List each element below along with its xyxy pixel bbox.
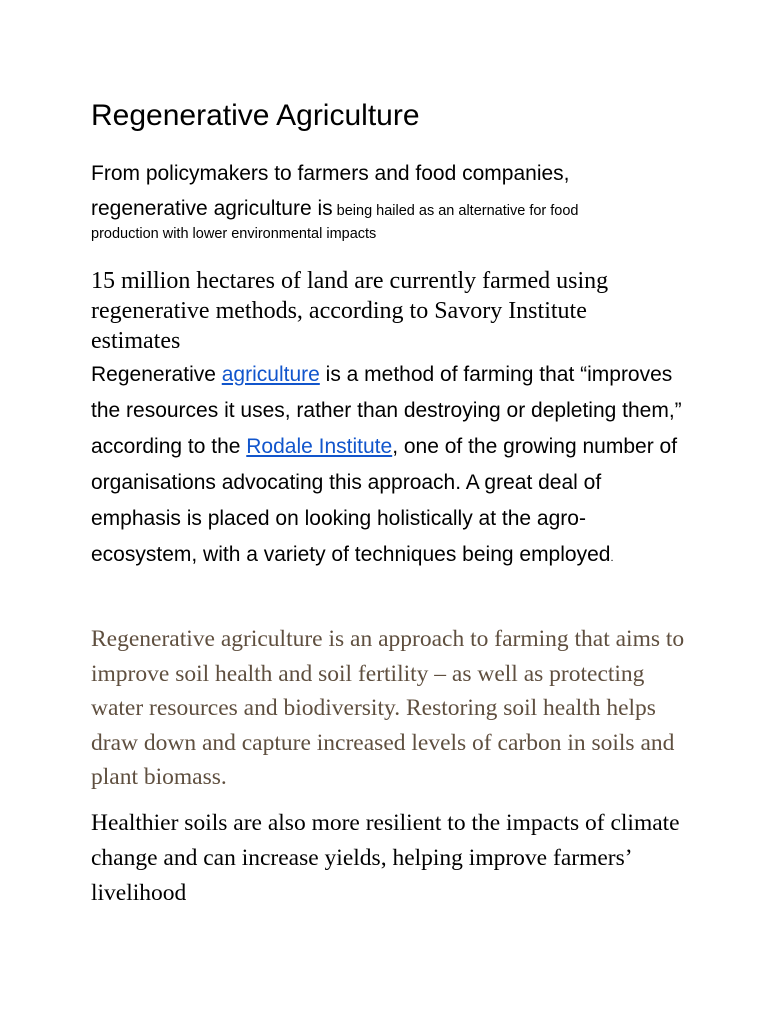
intro-text-line2: regenerative agriculture is (91, 197, 333, 220)
stat-paragraph: 15 million hectares of land are currently farmed using regenerative methods, according to Savory Institute estimates (91, 268, 609, 354)
resilience-paragraph: Healthier soils are also more resilient to the impacts of climate change and can increase yields, helping improve farmers’ livelihood (91, 810, 680, 906)
intro-text-line1: From policymakers to farmers and food companies, (91, 162, 570, 185)
definition-paragraph (91, 357, 691, 576)
definition-period: . (610, 552, 614, 564)
intro-small-text-line2: production with lower environmental impacts (91, 226, 377, 242)
definition-text-3: , one of the growing number of organisations advocating this approach. A great deal of emphasis is placed on looking holistically at the agro-ecosystem, with a variety of techniques being employed (91, 435, 678, 566)
definition-text-1: Regenerative (91, 363, 222, 386)
approach-paragraph: Regenerative agriculture is an approach to farming that aims to improve soil health and soil fertility – as well as protecting water resources and biodiversity. Restoring soil health helps draw down and capture increased levels of carbon in soils and plant biomass. (91, 626, 685, 790)
rodale-institute-link[interactable]: Rodale Institute (246, 435, 393, 458)
definition-text-2: is a method of farming that “improves the resources it uses, rather than destroying or depleting them,” according to the (91, 363, 682, 458)
document-title: Regenerative Agriculture (91, 99, 420, 132)
intro-paragraph (91, 156, 691, 245)
intro-small-text: being hailed as an alternative for food (332, 203, 579, 219)
agriculture-link[interactable]: agriculture (221, 363, 320, 386)
